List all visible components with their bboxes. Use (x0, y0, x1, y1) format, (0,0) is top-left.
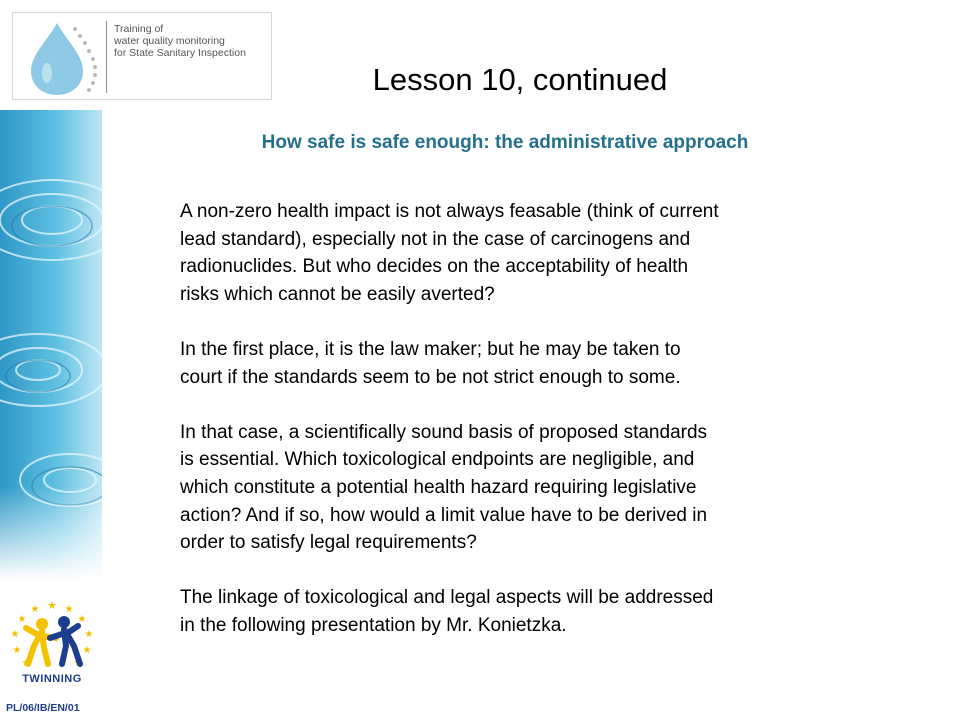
text-line: risks which cannot be easily averted? (180, 283, 495, 305)
text-line: A non-zero health impact is not always feasable (think of current (180, 201, 719, 222)
svg-text:★: ★ (73, 658, 83, 669)
logo-divider (106, 21, 107, 93)
slide-title: Lesson 10, continued (372, 62, 668, 97)
svg-text:★: ★ (17, 614, 27, 625)
svg-text:★: ★ (12, 645, 22, 656)
slide-subtitle: How safe is safe enough: the administrative approach (261, 132, 749, 153)
paragraph-law-maker (180, 336, 880, 391)
twinning-label: TWINNING (22, 673, 82, 685)
logo-text (114, 23, 270, 59)
paragraph-feasibility (180, 198, 880, 308)
svg-text:★: ★ (21, 658, 31, 669)
text-line: In that case, a scientifically sound basis of proposed standards (180, 421, 708, 443)
svg-text:★: ★ (82, 645, 92, 656)
text-line: order to satisfy legal requirements? (180, 532, 477, 554)
text-line: radionuclides. But who decides on the acceptability of health (180, 256, 689, 278)
svg-text:★: ★ (77, 614, 87, 625)
logo-line: Training of (114, 23, 164, 35)
text-line: lead standard), especially not in the case of carcinogens and (180, 228, 691, 250)
svg-text:★: ★ (84, 629, 94, 640)
logo-line: for State Sanitary Inspection (114, 47, 246, 59)
svg-text:★: ★ (30, 604, 40, 615)
svg-text:★: ★ (10, 629, 20, 640)
text-line: in the following presentation by Mr. Konietzka. (180, 614, 567, 636)
logo-line: water quality monitoring (114, 35, 225, 47)
paragraph-linkage (180, 584, 880, 639)
training-logo (12, 12, 272, 100)
water-ripple-image (0, 110, 102, 580)
text-line: is essential. Which toxicological endpoints are negligible, and (180, 449, 695, 471)
footer-code: PL/06/IB/EN/01 (6, 702, 80, 714)
body-text (180, 198, 880, 667)
svg-text:★: ★ (47, 599, 57, 612)
text-line: The linkage of toxicological and legal aspects will be addressed (180, 587, 714, 609)
paragraph-scientific-basis (180, 419, 880, 557)
twinning-stars-logo-icon (4, 598, 100, 672)
text-line: In the first place, it is the law maker; but he may be taken to (180, 338, 681, 360)
text-line: which constitute a potential health hazard requiring legislative (180, 476, 697, 498)
svg-text:★: ★ (64, 604, 74, 615)
text-line: court if the standards seem to be not strict enough to some. (180, 366, 681, 388)
text-line: action? And if so, how would a limit value have to be derived in (180, 504, 708, 526)
water-drop-icon (23, 19, 103, 99)
